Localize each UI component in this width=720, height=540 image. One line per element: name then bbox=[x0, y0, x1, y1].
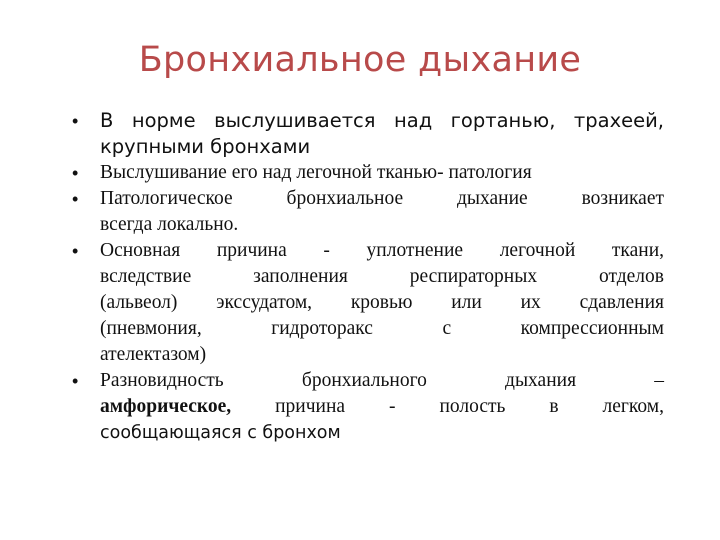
bullet-2-text: • Выслушивание его над легочной тканью- патология bbox=[100, 162, 532, 183]
bullet-1-line-2: крупными бронхами bbox=[100, 135, 311, 158]
bullet-5-line-2 bbox=[100, 394, 664, 420]
bullet-item-4 bbox=[72, 238, 664, 368]
bullet-item-5 bbox=[72, 368, 664, 446]
bullet-item-1 bbox=[72, 108, 664, 160]
emphasis-amphoric: амфорическое, bbox=[100, 396, 232, 417]
bullet-4-line-4: (пневмония, гидроторакс с компрессионным bbox=[100, 318, 664, 339]
bullet-1-line-1: • В норме выслушивается над гортанью, трахеей, bbox=[100, 109, 664, 132]
bullet-4-line-2: вследствие заполнения респираторных отделов bbox=[100, 266, 664, 287]
bullet-5-line-1: • Разновидность бронхиального дыхания – bbox=[100, 370, 664, 391]
bullet-item-2 bbox=[72, 160, 664, 186]
bullet-4-line-3: (альвеол) экссудатом, кровью или их сдавления bbox=[100, 292, 664, 313]
bullet-4-line-5: ателектазом) bbox=[100, 344, 207, 365]
bullet-5-line-3: сообщающаяся с бронхом bbox=[100, 423, 341, 443]
bullet-item-3 bbox=[72, 186, 664, 238]
bullet-4-line-1: • Основная причина - уплотнение легочной ткани, bbox=[100, 240, 664, 261]
slide-title: Бронхиальное дыхание bbox=[138, 40, 582, 80]
bullet-3-line-2: всегда локально. bbox=[100, 214, 239, 235]
bullet-3-line-1: • Патологическое бронхиальное дыхание возникает bbox=[100, 188, 664, 209]
bullet-5-line-2-rest: причина - полость в легком, bbox=[231, 396, 664, 417]
bullet-list bbox=[72, 108, 664, 446]
